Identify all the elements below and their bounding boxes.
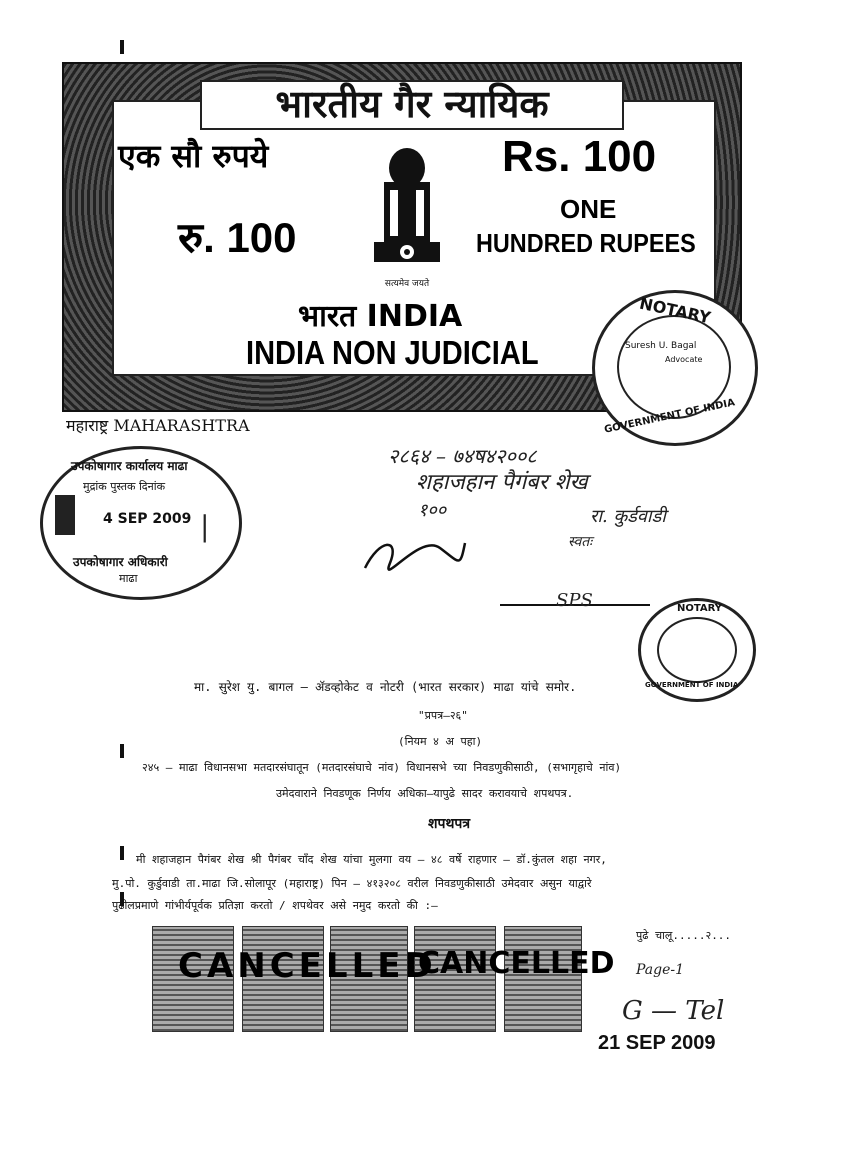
cancelled-overprint-2: CANCELLED <box>418 946 615 981</box>
handwritten-serial: २८६४ – ७४ष४२००८ <box>388 444 537 468</box>
handwritten-amount: १०० <box>418 500 447 521</box>
document-constituency: २४५ – माढा विधानसभा मतदारसंघातून (मतदारसंघाचे नांव) विधानसभे च्या निवडणुकीसाठी, (सभागृहाचे नांव) <box>142 761 622 774</box>
document-candidate-line: उमेदवाराने निवडणूक निर्णय अधिका–यापुढे सादर करावयाचे शपथपत्र. <box>276 787 574 800</box>
stamp-value-rupee: रु. 100 <box>178 214 297 261</box>
signature-scribble-icon <box>360 528 470 582</box>
ashoka-emblem-icon <box>362 140 452 275</box>
treasury-seal-date: 4 SEP 2009 <box>103 511 192 527</box>
notary-seal-small-arc-bottom: GOVERNMENT OF INDIA <box>645 681 739 689</box>
notary-seal-name: Suresh U. Bagal <box>625 341 697 351</box>
continued-note: पुढे चालू.....२... <box>636 929 732 942</box>
treasury-seal <box>40 446 242 600</box>
notary-seal-small-arc-top: NOTARY <box>677 603 723 614</box>
stamp-value-marathi: एक सौ रुपये <box>118 137 269 175</box>
stamp-value-rs: Rs. 100 <box>502 132 657 181</box>
notary-seal-large <box>592 290 758 446</box>
stamp-hundred-rupees: HUNDRED RUPEES <box>476 228 696 258</box>
document-paragraph-line1: मी शहाजहान पैगंबर शेख श्री पैगंबर चाँद शेख यांचा मुलगा वय – ४८ वर्षे राहणार – डॉ.कुंतल शहा नगर, <box>136 853 607 866</box>
notary-seal-role: Advocate <box>665 355 703 364</box>
document-before-line: मा. सुरेश यु. बागल – ॲडव्होकेट व नोटरी (भारत सरकार) माढा यांचे समोर. <box>194 680 577 694</box>
document-paragraph-line2: मु.पो. कुर्डुवाडी ता.माढा जि.सोलापूर (महाराष्ट्र) पिन – ४१३२०८ वरील निवडणुकीसाठी उमेदवार असुन याद्वारे <box>112 877 592 890</box>
emblem-motto: सत्यमेव जयते <box>384 279 430 289</box>
notary-seal-small <box>638 598 756 702</box>
stamp-one: ONE <box>560 194 617 224</box>
document-rule: (नियम ४ अ पहा) <box>398 735 483 748</box>
stamp-bharat-india: भारत INDIA <box>298 299 463 334</box>
handwritten-place: रा. कुर्डवाडी <box>590 506 666 527</box>
document-heading: शपथपत्र <box>428 816 471 832</box>
treasury-seal-line1: उपकोषागार कार्यालय माढा <box>71 459 188 473</box>
handwritten-initials: SPS <box>556 590 593 611</box>
margin-mark <box>120 744 124 758</box>
date-stamp: 21 SEP 2009 <box>598 1032 716 1054</box>
document-paragraph-line3: पुढीलप्रमाणे गांभीर्यपूर्वक प्रतिज्ञा करतो / शपथेवर असे नमुद करतो की :– <box>112 899 438 912</box>
handwritten-self: स्वतः <box>568 534 593 550</box>
margin-mark <box>120 846 124 860</box>
margin-mark <box>120 40 124 54</box>
notary-seal-arc-top: NOTARY <box>637 293 713 328</box>
document-form-number: "प्रपत्र–२६" <box>418 709 468 722</box>
stamp-non-judicial: INDIA NON JUDICIAL <box>246 334 539 371</box>
handwritten-sign-bottom: G — Tel <box>622 996 725 1026</box>
treasury-seal-line4: माढा <box>119 572 138 585</box>
handwritten-name: शहाजहान पैगंबर शेख <box>416 470 588 495</box>
treasury-seal-line3: उपकोषागार अधिकारी <box>73 555 168 569</box>
stamp-title: भारतीय गैर न्यायिक <box>200 80 624 130</box>
cancelled-overprint-1: CANCELLED <box>178 946 437 986</box>
emblem-small-icon <box>55 495 75 535</box>
stamp-state: महाराष्ट्र MAHARASHTRA <box>66 416 250 435</box>
page-note: Page-1 <box>636 962 685 978</box>
treasury-mark: | <box>200 510 210 543</box>
notary-seal-arc-bottom: GOVERNMENT OF INDIA <box>603 397 736 436</box>
treasury-seal-line2: मुद्रांक पुस्तक दिनांक <box>83 480 166 493</box>
